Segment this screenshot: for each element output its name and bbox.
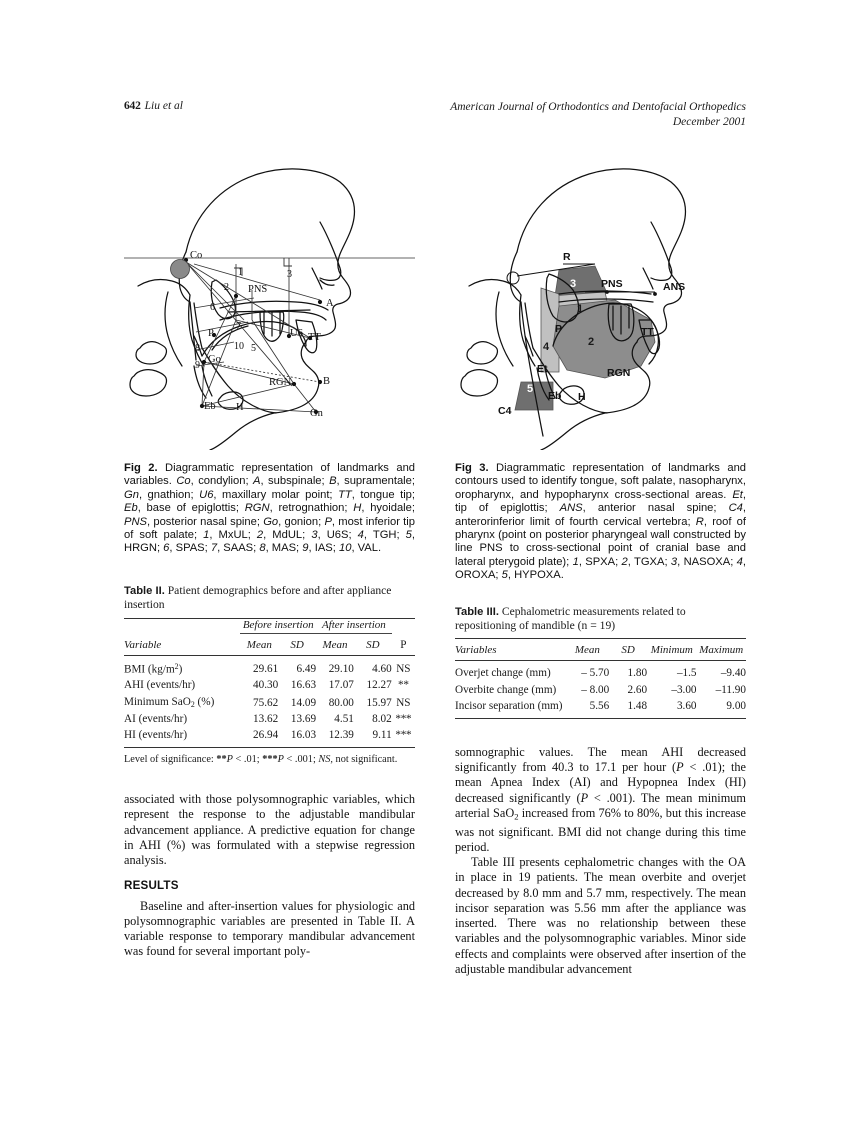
table-2-col-variable: Variable	[124, 638, 162, 651]
table-3-r1-sd: 2.60	[627, 683, 648, 696]
left-column	[124, 160, 415, 960]
fig2-label-TT: TT	[308, 332, 321, 343]
fig2-label-P: P	[208, 328, 214, 339]
fig3-label-PNS: PNS	[601, 278, 623, 290]
table-3-r1-max: –11.90	[715, 683, 746, 696]
fig3-label-P: P	[555, 323, 563, 335]
table-2-col-after-mean: Mean	[322, 638, 348, 651]
table-2-r2-after-sd: 15.97	[366, 696, 392, 709]
table-2-r1-after-mean: 17.07	[328, 679, 354, 692]
table-2-grid	[124, 618, 415, 748]
fig2-num-9: 9	[195, 360, 200, 371]
table-3-title-text: Cephalometric measurements related to repositioning of mandible (n = 19)	[455, 604, 686, 633]
figure-2-caption	[124, 462, 415, 556]
table-row	[124, 711, 415, 727]
table-2-r0-after-mean: 29.10	[316, 655, 354, 677]
table-row	[455, 661, 746, 682]
table-2-r0-before-sd: 6.49	[278, 655, 316, 677]
paragraph-results: Baseline and after-insertion values for physiologic and polysomnographic variables are presented in Table II. A variable response to temporary mandibular advancement was found for several important poly-	[124, 898, 415, 959]
running-head	[124, 100, 746, 134]
table-2-note: Level of significance: **P < .01; ***P < .001; NS, not significant.	[124, 754, 398, 766]
paragraph-continued: associated with those polysomnographic variables, which represent the response to the adjustable mandibular advancement appliance. A predictive equation for change in AHI (%) was formulated with a stepwise regression analysis.	[124, 792, 415, 868]
table-2-r0-after-sd: 4.60	[354, 655, 392, 677]
fig3-num-1: 1	[577, 303, 584, 315]
table-row	[455, 698, 746, 719]
figure-3	[455, 160, 746, 450]
table-2-r3-after-sd: 8.02	[372, 712, 392, 725]
table-3-col-max: Maximum	[699, 644, 744, 657]
fig2-num-1: 1	[238, 267, 243, 278]
fig2-num-10: 10	[234, 341, 244, 352]
table-2-r4-variable: HI (events/hr)	[124, 729, 188, 742]
table-2-col-p: P	[400, 638, 407, 651]
table-2-r3-p: ***	[395, 712, 412, 725]
table-2-r3-after-mean: 4.51	[334, 712, 354, 725]
section-heading-results: RESULTS	[124, 879, 179, 893]
table-2-r2-before-sd: 14.09	[290, 696, 317, 709]
fig3-num-5: 5	[527, 383, 534, 395]
table-2-r0-p: NS	[392, 655, 415, 677]
table-3-r0-variable: Overjet change (mm)	[455, 661, 566, 682]
fig2-num-2: 2	[224, 282, 229, 293]
table-2-col-before-sd: SD	[290, 638, 304, 651]
running-head-left	[124, 100, 183, 112]
table-3-r2-min: 3.60	[676, 699, 697, 712]
fig3-label-ANS: ANS	[663, 281, 686, 293]
figure-2-label: Fig 2.	[124, 462, 158, 474]
right-column	[455, 160, 746, 977]
fig2-num-4: 8	[195, 343, 200, 354]
table-2-r2-p: NS	[396, 696, 411, 709]
table-2-r4-before-mean: 26.94	[253, 729, 279, 742]
running-head-author: Liu et al	[144, 100, 183, 112]
fig3-label-RGN: RGN	[607, 367, 631, 379]
table-3-r2-sd: 1.48	[627, 699, 648, 712]
figure-2	[124, 160, 415, 450]
paragraph-polysomnographic: somnographic values. The mean AHI decreased significantly from 40.3 to 17.1 per hour (P < .01); the mean Apnea Index (AI) and Hypopnea Index (HI) decreased significantly (P < .001). The mean minimum arterial SaO$_2$ increased from 76% to 80%, but this increase was not significant. BMI did not change during this time period.	[455, 744, 746, 854]
fig2-label-Co: Co	[190, 250, 203, 261]
fig3-num-4: 4	[543, 341, 550, 353]
table-row	[124, 677, 415, 693]
fig3-label-C4: C4	[498, 405, 512, 417]
fig3-label-Et: Et	[537, 363, 548, 375]
figure-3-caption-text: Diagrammatic representation of landmarks and contours used to identify tongue, soft palate, nasopharynx, oropharynx, and hypopharynx cross-sectional areas. Et, tip of epiglottis; ANS, anterior nasal spine; C4, anterorinferior limit of fourth cervical vertebra; R, roof of pharynx (point on posterior pharyngeal wall constructed by line PNS to cross-sectional point of cranial base and lateral pterygoid plate); 1, SPXA; 2, TGXA; 3, NASOXA; 4, OROXA; 5, HYPOXA.	[455, 462, 747, 582]
fig2-label-Go: Go	[208, 354, 221, 365]
fig2-num-5: 5	[251, 343, 256, 354]
table-2-r0-before-mean: 29.61	[240, 655, 278, 677]
fig2-num-3: 3	[287, 269, 292, 280]
fig2-label-PNS: PNS	[248, 284, 268, 295]
left-body-text	[124, 792, 415, 960]
table-2-label: Table II.	[124, 584, 165, 597]
table-3-label: Table III.	[455, 605, 499, 618]
table-3-r1-mean: – 8.00	[581, 683, 610, 696]
issue-date: December 2001	[672, 116, 746, 128]
table-3-column-header-row	[455, 639, 746, 661]
figure-3-drawing	[455, 160, 746, 450]
table-3-col-variables: Variables	[455, 644, 497, 657]
table-2-r2-after-mean: 80.00	[328, 696, 354, 709]
fig2-label-U6: U6	[290, 328, 303, 339]
fig3-label-TT: TT	[641, 326, 654, 338]
running-head-right	[450, 100, 746, 130]
fig2-num-7: 7	[236, 321, 241, 332]
table-2-r3-before-mean: 13.62	[253, 712, 279, 725]
table-2-r3-before-sd: 13.69	[290, 712, 317, 725]
table-3-r1-variable: Overbite change (mm)	[455, 683, 557, 696]
table-2-group-header-row	[124, 618, 415, 632]
table-3-r0-min: –1.5	[647, 661, 696, 682]
table-2-r2-before-mean: 75.62	[253, 696, 279, 709]
table-3-title	[455, 605, 746, 634]
table-2-group-before: Before insertion	[242, 618, 314, 631]
fig2-label-Gn: Gn	[310, 408, 323, 419]
table-2-group-after: After insertion	[321, 618, 386, 631]
table-2-r1-before-sd: 16.63	[290, 679, 317, 692]
table-2-col-after-sd: SD	[366, 638, 380, 651]
table-3-grid	[455, 638, 746, 718]
fig3-label-H: H	[578, 391, 586, 403]
paragraph-table3: Table III presents cephalometric changes with the OA in place in 19 patients. The mean overbite and overjet decreased by 8.0 mm and 5.7 mm, respectively. The mean incisor separation was 5.56 mm after the appliance was inserted. There was no relationship between these variables and the polysomnographic variables. Minor side effects and complaints were observed after insertion of the adjustable mandibular advancement	[455, 855, 746, 976]
fig2-label-H: H	[236, 402, 244, 413]
table-2-column-header-row	[124, 634, 415, 656]
table-3-r0-sd: 1.80	[609, 661, 647, 682]
figure-2-caption-text: Diagrammatic representation of landmarks and variables. Co, condylion; A, subspinale; B, supramentale; Gn, gnathion; U6, maxillary molar point; TT, tongue tip; Eb, base of epiglottis; RGN, retrognathion; H, hyoidale; PNS, posterior nasal spine; Go, gonion; P, most inferior tip of soft palate; 1, MxUL; 2, MdUL; 3, U6S; 4, TGH; 5, HRGN; 6, SPAS; 7, SAAS; 8, MAS; 9, IAS; 10, VAL.	[124, 462, 416, 555]
fig3-num-3: 3	[570, 278, 577, 290]
table-row	[124, 655, 415, 677]
fig2-label-Eb: Eb	[204, 401, 216, 412]
table-2-r4-p: ***	[395, 729, 412, 742]
table-3-col-sd: SD	[621, 644, 635, 657]
condyle-marker	[171, 260, 190, 279]
table-3-r1-min: –3.00	[671, 683, 697, 696]
table-2-col-before-mean: Mean	[246, 638, 272, 651]
table-3-r2-mean: 5.56	[589, 699, 610, 712]
table-2-r1-before-mean: 40.30	[253, 679, 279, 692]
fig3-label-R: R	[563, 251, 571, 263]
table-row	[124, 693, 415, 710]
table-3-col-mean: Mean	[574, 644, 600, 657]
table-2-r1-variable: AHI (events/hr)	[124, 679, 196, 692]
table-2-r4-after-mean: 12.39	[328, 729, 354, 742]
fig3-num-2: 2	[588, 336, 595, 348]
table-3-r0-max: –9.40	[697, 661, 746, 682]
table-2-title	[124, 584, 415, 613]
table-3	[455, 605, 746, 719]
table-row	[124, 727, 415, 748]
table-3-col-min: Minimum	[650, 644, 693, 657]
figure-3-label: Fig 3.	[455, 462, 489, 474]
right-body-text	[455, 745, 746, 977]
table-2-r1-after-sd: 12.27	[366, 679, 392, 692]
table-2-r1-p: **	[398, 679, 409, 692]
table-2-r3-variable: AI (events/hr)	[124, 712, 188, 725]
table-3-footer-rule-row	[455, 718, 746, 719]
table-3-r0-mean: – 5.70	[566, 661, 610, 682]
table-3-r2-variable: Incisor separation (mm)	[455, 699, 563, 712]
table-2-r4-after-sd: 9.11	[372, 729, 392, 742]
fig3-label-Eb: Eb	[548, 390, 562, 402]
table-2-r0-variable: BMI $(kg/m^2)$	[124, 655, 240, 677]
table-2	[124, 584, 415, 766]
table-row	[455, 682, 746, 698]
table-2-r4-before-sd: 16.03	[290, 729, 317, 742]
fig2-label-A: A	[326, 298, 334, 309]
table-2-r2-variable: Minimum SaO$_2$ (%)	[124, 695, 215, 709]
figure-2-drawing	[124, 160, 415, 450]
fig2-label-B: B	[323, 376, 331, 387]
table-3-r2-max: 9.00	[726, 699, 746, 712]
table-2-title-text: Patient demographics before and after appliance insertion	[124, 583, 392, 612]
fig2-num-6: 6	[210, 302, 215, 313]
figure-3-caption	[455, 462, 746, 583]
fig2-label-RGN: RGN	[269, 377, 292, 388]
journal-name: American Journal of Orthodontics and Dentofacial Orthopedics	[450, 101, 746, 113]
page-number: 642	[124, 100, 141, 112]
